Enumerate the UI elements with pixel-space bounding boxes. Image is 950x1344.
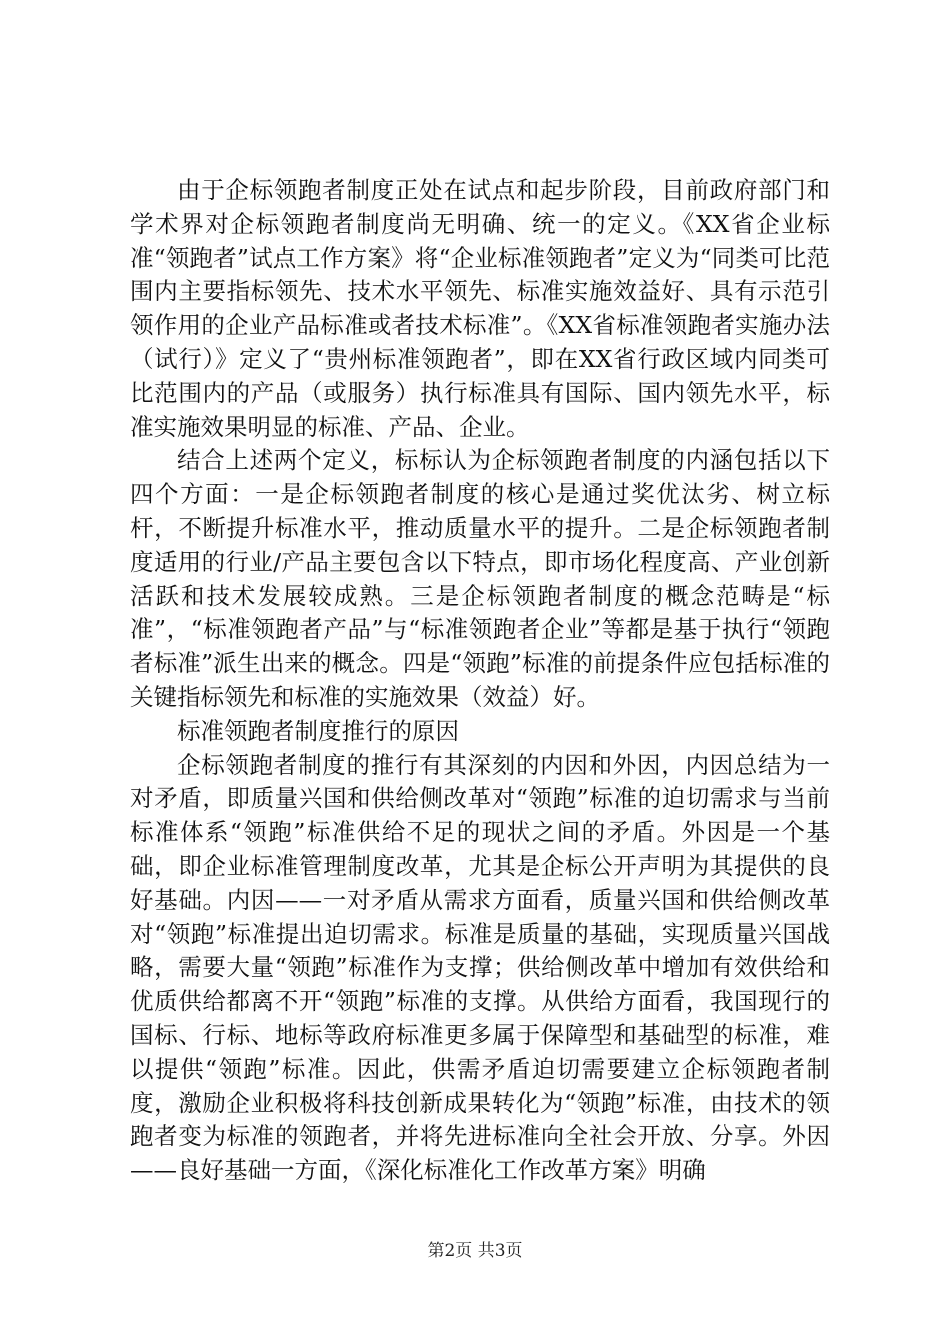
section-heading: 标准领跑者制度推行的原因	[177, 716, 459, 745]
paragraph-connotation: 结合上述两个定义，标标认为企标领跑者制度的内涵包括以下四个方面：一是企标领跑者制度的核心是通过奖优汰劣、树立标杆，不断提升标准水平，推动质量水平的提升。二是企标领跑者制度适用的行业/产品主要包含以下特点，即市场化程度高、产业创新活跃和技术发展较成熟。三是企标领跑者制度的概念范畴是“标准”，“标准领跑者产品”与“标准领跑者企业”等都是基于执行“领跑者标准”派生出来的概念。四是“领跑”标准的前提条件应包括标准的关键指标领先和标准的实施效果（效益）好。	[130, 446, 830, 711]
document-body	[130, 174, 830, 1188]
paragraph-reasons: 企标领跑者制度的推行有其深刻的内因和外因，内因总结为一对矛盾，即质量兴国和供给侧改革对“领跑”标准的迫切需求与当前标准体系“领跑”标准供给不足的现状之间的矛盾。外因是一个基础，即企业标准管理制度改革，尤其是企标公开声明为其提供的良好基础。内因——一对矛盾从需求方面看，质量兴国和供给侧改革对“领跑”标准提出迫切需求。标准是质量的基础，实现质量兴国战略，需要大量“领跑”标准作为支撑；供给侧改革中增加有效供给和优质供给都离不开“领跑”标准的支撑。从供给方面看，我国现行的国标、行标、地标等政府标准更多属于保障型和基础型的标准，难以提供“领跑”标准。因此，供需矛盾迫切需要建立企标领跑者制度，激励企业积极将科技创新成果转化为“领跑”标准，由技术的领跑者变为标准的领跑者，并将先进标准向全社会开放、分享。外因——良好基础一方面，《深化标准化工作改革方案》明确	[130, 750, 830, 1185]
paragraph-definition: 由于企标领跑者制度正处在试点和起步阶段，目前政府部门和学术界对企标领跑者制度尚无明确、统一的定义。《XX省企业标准“领跑者”试点工作方案》将“企业标准领跑者”定义为“同类可比范围内主要指标领先、技术水平领先、标准实施效益好、具有示范引领作用的企业产品标准或者技术标准”。《XX省标准领跑者实施办法（试行）》定义了“贵州标准领跑者”，即在XX省行政区域内同类可比范围内的产品（或服务）执行标准具有国际、国内领先水平，标准实施效果明显的标准、产品、企业。	[130, 176, 830, 441]
page-footer: 第2页 共3页	[427, 1241, 523, 1261]
